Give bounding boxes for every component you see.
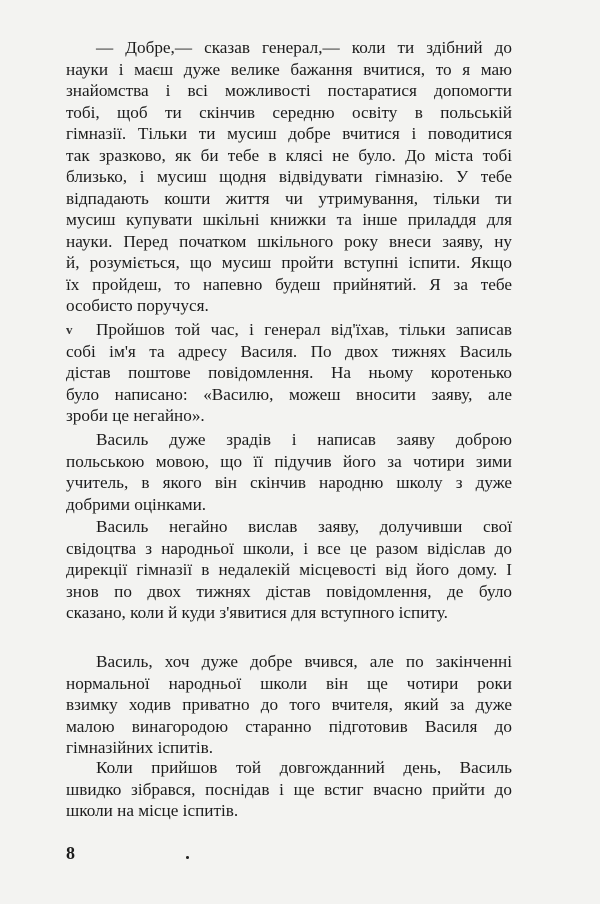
page-number: 8 bbox=[66, 843, 75, 863]
text-line: сказано, коли й куди з'явитися для вступного іспиту. bbox=[66, 603, 448, 622]
margin-check-mark: v bbox=[66, 322, 73, 337]
text-line: нормальної народньої школи він ще чотири роки bbox=[66, 673, 512, 693]
text-line: добрими оцінками. bbox=[66, 494, 207, 514]
text-line: близько, і мусиш щодня відвідувати гімназію. У тебе bbox=[66, 167, 512, 186]
paragraph-5 bbox=[66, 651, 512, 759]
text-line: Коли прийшов той довгожданний день, Василь bbox=[96, 758, 512, 777]
text-line: їх пройдеш, то напевно будеш прийнятий. Я за тебе bbox=[66, 274, 512, 294]
text-line: знайомства і всі можливості постаратися допомогти bbox=[66, 81, 512, 100]
text-line: мусиш купувати шкільні книжки та інше приладдя для bbox=[66, 210, 512, 229]
text-line: було написано: «Василю, можеш вносити заяву, але bbox=[66, 384, 512, 404]
text-line: польською мовою, що її підучив його за чотири зими bbox=[66, 451, 512, 471]
text-line: швидко зібрався, поснідав і ще встиг вчасно прийти до bbox=[66, 779, 512, 799]
text-line: собі ім'я та адресу Василя. По двох тижнях Василь bbox=[66, 341, 512, 361]
text-line: гімназійних іспитів. bbox=[66, 738, 214, 757]
paragraph-2 bbox=[66, 319, 512, 427]
text-line: й, розуміється, що мусиш пройти вступні іспити. Якщо bbox=[66, 253, 512, 272]
text-line: школи на місце іспитів. bbox=[66, 801, 239, 820]
paragraph-3 bbox=[66, 429, 512, 515]
text-line: малою винагородою старанно підготовив Василя до bbox=[66, 716, 512, 736]
text-line: дирекції гімназії в недалекій місцевості від його дому. І bbox=[66, 560, 512, 579]
text-line: науки і маєш дуже велике бажання вчитися, то я маю bbox=[66, 59, 512, 79]
text-line: науки. Перед початком шкільного року внеси заяву, ну bbox=[66, 231, 512, 251]
text-line: знов по двох тижнях дістав повідомлення, де було bbox=[66, 581, 512, 601]
text-line: особисто поручуся. bbox=[66, 296, 209, 315]
scan-speck bbox=[186, 856, 189, 859]
text-line: Василь негайно вислав заяву, долучивши свої bbox=[96, 517, 512, 536]
text-line: взимку ходив приватно до того вчителя, який за дуже bbox=[66, 695, 512, 714]
text-line: свідоцтва з народньої школи, і все це разом відіслав до bbox=[66, 538, 512, 558]
paragraph-6 bbox=[66, 757, 512, 822]
text-line: Пройшов той час, і генерал від'їхав, тільки записав bbox=[96, 320, 512, 339]
text-line: учитель, в якого він скінчив народню школу з дуже bbox=[66, 473, 512, 492]
text-line: Василь, хоч дуже добре вчився, але по закінченні bbox=[96, 652, 512, 671]
paragraph-1 bbox=[66, 37, 512, 317]
text-line: — Добре,— сказав генерал,— коли ти здібний до bbox=[96, 38, 512, 57]
text-line: дістав поштове повідомлення. На ньому коротенько bbox=[66, 363, 512, 382]
text-line: зроби це негайно». bbox=[66, 406, 205, 425]
text-line: відпадають кошти життя чи утримування, тільки ти bbox=[66, 188, 512, 208]
paragraph-4 bbox=[66, 516, 512, 624]
text-line: гімназії. Тільки ти мусиш добре вчитися і поводитися bbox=[66, 124, 512, 143]
text-line: так зразково, як би тебе в клясі не було. До міста тобі bbox=[66, 145, 512, 165]
text-line: Василь дуже зрадів і написав заяву доброю bbox=[96, 430, 512, 449]
text-line: тобі, щоб ти скінчив середню освіту в польській bbox=[66, 102, 512, 122]
